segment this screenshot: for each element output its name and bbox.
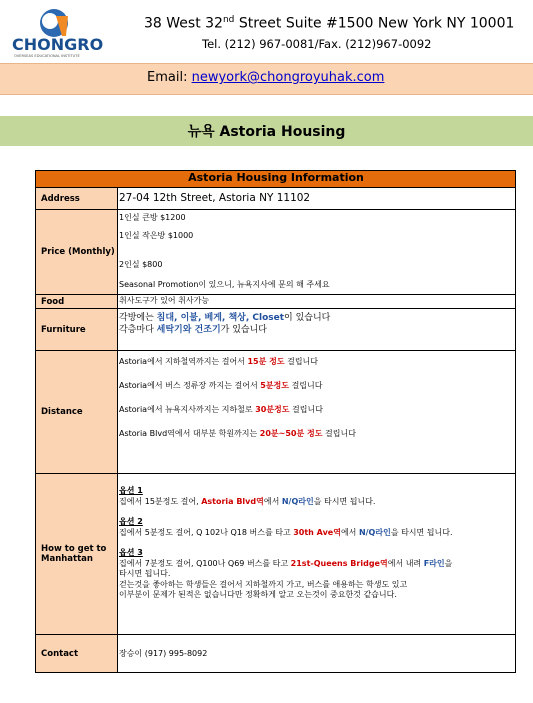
letterhead (0, 0, 533, 62)
logo-subtitle: OVERSEAS EDUCATIONAL INSTITUTE (14, 54, 80, 58)
chongro-logo (10, 6, 118, 58)
price-label: Price (Monthly) (36, 210, 118, 295)
distance-label: Distance (36, 351, 118, 474)
table-header: Astoria Housing Information (36, 171, 516, 188)
company-address: 38 West 32nd Street Suite #1500 New York NY 10001 (144, 15, 515, 32)
price-value: 1인실 큰방 $1200 1인실 작은방 $1000 2인실 $800 Seasonal Promotion이 있으니, 뉴욕지사에 문의 해 주세요 (118, 210, 516, 295)
distance-value: Astoria에서 지하철역까지는 걸어서 15분 정도 걸립니다 Astoria에서 버스 정류장 까지는 걸어서 5분정도 걸립니다 Astoria에서 뉴욕지사까지는 지하철로 30분정도 걸립니다 Astoria Blvd역에서 대부분 학원까지는 20분~50분 정도 걸립니다 (118, 351, 516, 474)
contact-value: 장승이 (917) 995-8092 (118, 635, 516, 673)
furniture-label: Furniture (36, 309, 118, 351)
logo-text: CHONGRO (12, 35, 104, 54)
food-value: 취사도구가 있어 취사가능 (118, 295, 516, 309)
manhattan-value: 옵션 1 집에서 15분정도 걸어, Astoria Blvd역에서 N/Q라인을 타시면 됩니다. 옵션 2 집에서 5분정도 걸어, Q 102나 Q18 버스를 타고 30th Ave역에서 N/Q라인을 타시면 됩니다. 옵션 3 집에서 7분정도 걸어, Q100나 Q69 버스를 타고 21st-Queens Bridge역에서 내려 F라인을 타시면 됩니다. 걷는것을 좋아하는 학생들은 걸어서 지하철까지 가고, 버스를 애용하는 학생도 있고 이부분이 문제가 된적은 없습니다만 정확하게 알고 오는것이 중요한것 같습니다. (118, 474, 516, 635)
company-phone: Tel. (212) 967-0081/Fax. (212)967-0092 (202, 37, 432, 51)
address-value: 27-04 12th Street, Astoria NY 11102 (119, 192, 311, 204)
email-label: Email: (147, 70, 192, 85)
food-label: Food (36, 295, 118, 309)
housing-info-table (35, 170, 516, 673)
address-label: Address (36, 188, 118, 210)
page-title: 뉴욕 Astoria Housing (187, 124, 346, 140)
title-bar (0, 116, 533, 146)
manhattan-label: How to get to Manhattan (36, 474, 118, 635)
email-bar (0, 63, 533, 95)
contact-label: Contact (36, 635, 118, 673)
email-link[interactable]: newyork@chongroyuhak.com (191, 70, 385, 85)
furniture-value: 각방에는 침대, 이불, 베게, 책상, Closet이 있습니다 각층마다 세탁기와 건조기가 있습니다 (118, 309, 516, 351)
